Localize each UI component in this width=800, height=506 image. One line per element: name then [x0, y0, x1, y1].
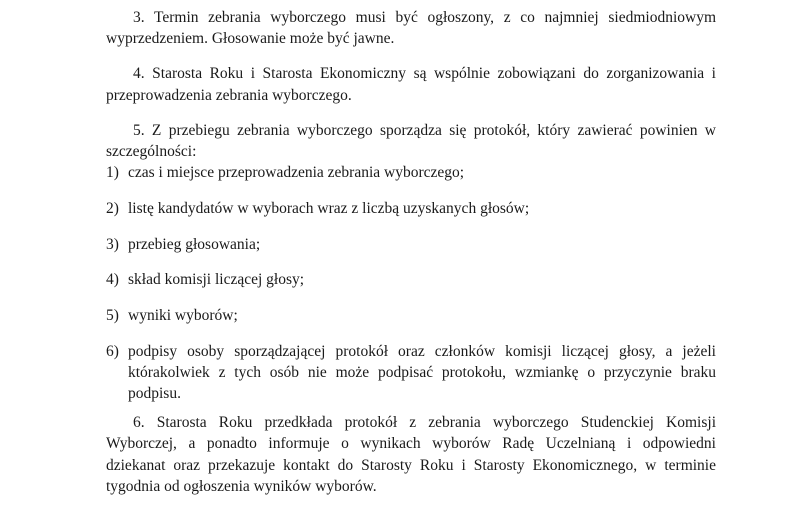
- list-item-text: listę kandydatów w wyborach wraz z liczbą uzyskanych głosów;: [128, 200, 530, 217]
- paragraph-5-line-2: szczególności:: [106, 143, 197, 160]
- list-item-number: 1): [106, 164, 119, 181]
- paragraph-3-line-1: 3. Termin zebrania wyborczego musi być ogłoszony, z co najmniej siedmiodniowym: [133, 9, 716, 26]
- paragraph-4-line-1: 4. Starosta Roku i Starosta Ekonomiczny są wspólnie zobowiązani do zorganizowania i: [133, 65, 716, 82]
- paragraph-5-line-1: 5. Z przebiegu zebrania wyborczego sporządza się protokół, który zawierać powinien w: [133, 122, 716, 139]
- list-item-number: 4): [106, 271, 119, 288]
- list-item-text-line-1: podpisy osoby sporządzającej protokół oraz członków komisji liczącej głosy, a jeżeli: [128, 343, 716, 360]
- paragraph-6-line-4: tygodnia od ogłoszenia wyników wyborów.: [106, 478, 377, 495]
- paragraph-4-line-2: przeprowadzenia zebrania wyborczego.: [106, 87, 352, 104]
- list-item-text-line-3: podpisu.: [128, 385, 181, 402]
- list-item-text: wyniki wyborów;: [128, 307, 238, 324]
- paragraph-3-line-2: wyprzedzeniem. Głosowanie może być jawne.: [106, 30, 395, 47]
- list-item-number: 5): [106, 307, 119, 324]
- list-item-number: 2): [106, 200, 119, 217]
- paragraph-6-line-3: dziekanat oraz przekazuje kontakt do Starosty Roku i Starosty Ekonomicznego, w terminie: [106, 457, 716, 474]
- list-item-text: skład komisji liczącej głosy;: [128, 271, 305, 288]
- paragraph-6-line-1: 6. Starosta Roku przedkłada protokół z zebrania wyborczego Studenckiej Komisji: [133, 414, 716, 431]
- paragraph-6-line-2: Wyborczej, a ponadto informuje o wynikach wyborów Radę Uczelnianą i odpowiedni: [106, 435, 716, 452]
- list-item-number: 6): [106, 343, 119, 360]
- list-item-text: czas i miejsce przeprowadzenia zebrania wyborczego;: [128, 164, 465, 181]
- list-item-text-line-2: którakolwiek z tych osób nie może podpisać protokołu, wzmiankę o przyczynie braku: [128, 364, 716, 381]
- list-item-text: przebieg głosowania;: [128, 236, 261, 253]
- list-item-number: 3): [106, 236, 119, 253]
